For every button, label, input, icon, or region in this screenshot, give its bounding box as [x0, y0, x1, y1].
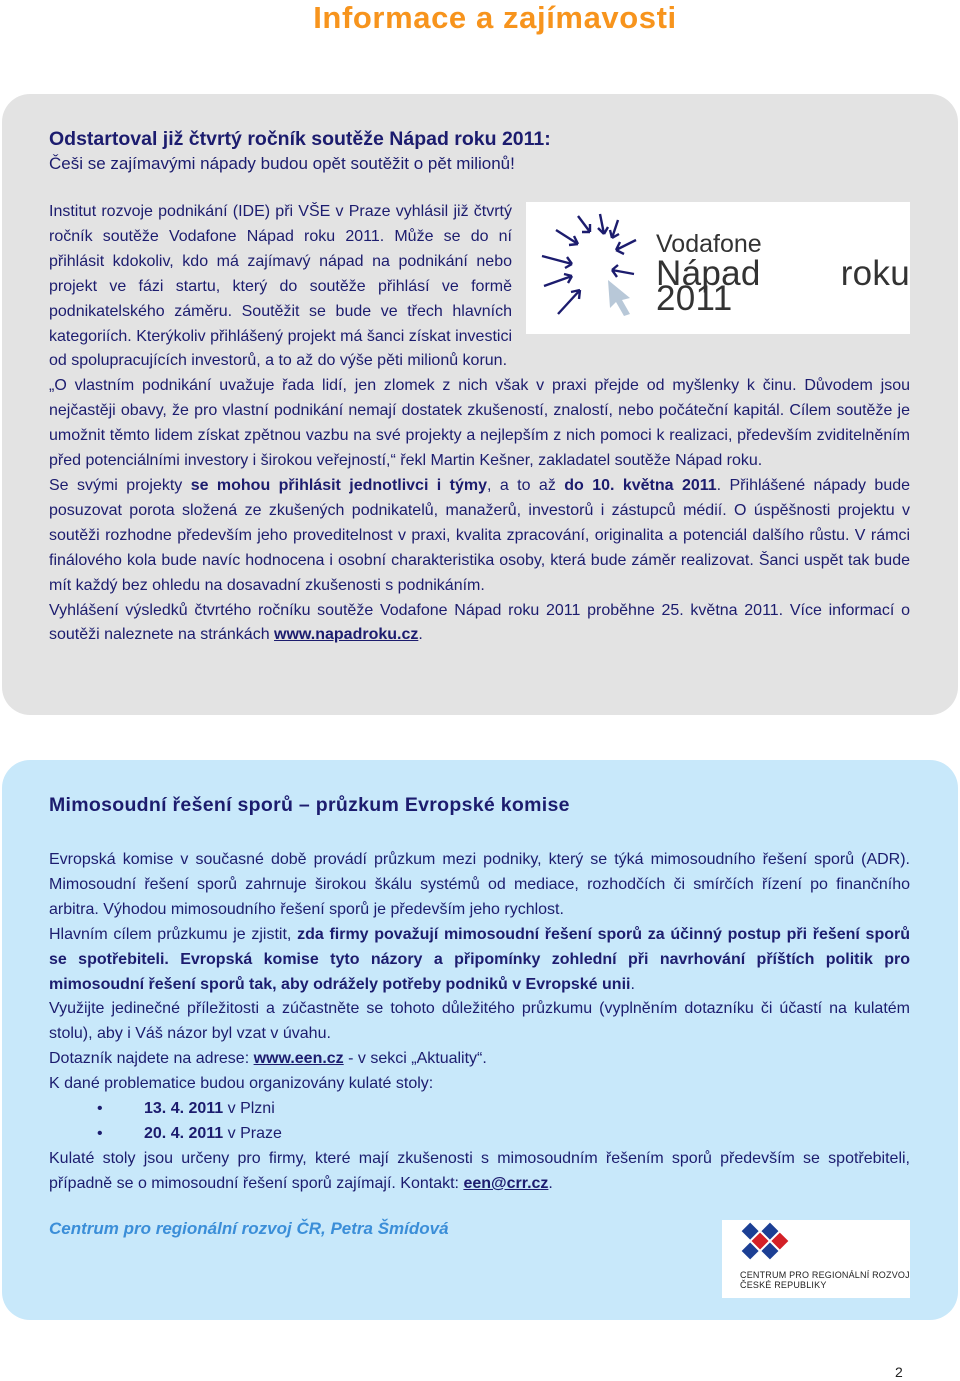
paragraph: „O vlastním podnikání uvažuje řada lidí, jen zlomek z nich však v praxi přejde od myšlenky k činu. Důvodem jsou nejčastěji obavy, že pro vlastní podnikání nemají dostatek zkušeností, znalostí, nebo počáteční kapitál. Cílem soutěže je umožnit těmto lidem získat zpětnou vazbu na své projekty a nejlepším z nich pomoci k realizaci, především zviditelněním před potenciálními investory i širokou veřejností,“ řekl Martin Kešner, zakladatel soutěže Nápad roku.	[49, 377, 910, 470]
bullet-icon: •	[97, 1125, 103, 1143]
list-item: • 20. 4. 2011 v Praze	[49, 1122, 910, 1147]
vodafone-napad-roku-logo	[526, 202, 910, 334]
paragraph: Institut rozvoje podnikání (IDE) při VŠE v Praze vyhlásil již čtvrtý ročník soutěže Vodafone Nápad roku 2011. Může se do ní přihlásit kdokoliv, kdo má zajímavý nápad na podnikání nebo projekt ve fázi startu, který do soutěže přihlásí ve formě podnikatelského záměru. Soutěžit se bude ve třech hlavních kategoriích. Kterýkoliv přihlášený projekt má šanci získat investici od spolupracujících investorů, a to až do výše pěti milionů korun.	[49, 203, 512, 370]
paragraph: Kulaté stoly jsou určeny pro firmy, které mají zkušenosti s mimosoudním řešením sporů především se spotřebiteli, případně se o mimosoudní řešení sporů zajímají. Kontakt: een@crr.cz.	[49, 1150, 910, 1192]
napad-roku-wordmark: Nápad roku 2011	[656, 254, 910, 318]
article-signature: Centrum pro regionální rozvoj ČR, Petra Šmídová	[49, 1219, 449, 1238]
een-link[interactable]: www.een.cz	[253, 1050, 344, 1068]
paragraph: K dané problematice budou organizovány kulaté stoly:	[49, 1075, 434, 1093]
napadroku-link[interactable]: www.napadroku.cz	[274, 626, 419, 644]
page-number: 2	[895, 1364, 903, 1380]
paragraph: Vyhlášení výsledků čtvrtého ročníku soutěže Vodafone Nápad roku 2011 proběhne 25. května 2011. Více informací o soutěži naleznete na stránkách www.napadroku.cz.	[49, 601, 910, 644]
list-item: • 13. 4. 2011 v Plzni	[49, 1097, 910, 1122]
crr-logo-text: CENTRUM PRO REGIONÁLNÍ ROZVOJ ČESKÉ REPUBLIKY	[740, 1270, 910, 1290]
page-title: Informace a zajímavosti	[313, 0, 677, 35]
paragraph: Hlavním cílem průzkumu je zjistit, zda firmy považují mimosoudní řešení sporů za účinný postup při řešení sporů se spotřebiteli. Evropská komise tyto názory a připomínky zohlední při navrhování příštích politik pro mimosoudní řešení sporů tak, aby odrážely potřeby podniků v Evropské unii.	[49, 925, 910, 993]
vodafone-wordmark: Vodafone	[656, 230, 762, 258]
article-heading: Mimosoudní řešení sporů – průzkum Evropské komise	[49, 794, 570, 816]
paragraph: Evropská komise v současné době provádí průzkum mezi podniky, který se týká mimosoudního řešení sporů (ADR). Mimosoudní řešení sporů zahrnuje širokou škálu systémů od mediace, rozhodčích či smírčích řízení po finančního arbitra. Výhodou mimosoudního řešení sporů je především jeho rychlost.	[49, 851, 910, 918]
article-adr	[49, 792, 910, 1197]
article-heading-line1: Odstartoval již čtvrtý ročník soutěže Nápad roku 2011:	[49, 128, 551, 150]
crr-emblem-icon	[730, 1222, 800, 1270]
article-napad-roku	[49, 126, 910, 648]
bullet-icon: •	[97, 1100, 103, 1118]
crr-logo	[722, 1220, 910, 1298]
arrows-icon	[538, 210, 648, 326]
paragraph: Využijte jedinečné příležitosti a zúčastněte se tohoto důležitého průzkumu (vyplněním dotazníku či účastí na kulatém stolu), aby i Váš názor byl vzat v úvahu.	[49, 1000, 910, 1043]
article-heading-line2: Češi se zajímavými nápady budou opět soutěžit o pět milionů!	[49, 154, 515, 173]
email-link[interactable]: een@crr.cz	[463, 1174, 549, 1192]
paragraph: Dotazník najdete na adrese: www.een.cz - v sekci „Aktuality“.	[49, 1050, 487, 1068]
paragraph: Se svými projekty se mohou přihlásit jednotlivci i týmy, a to až do 10. května 2011. Přihlášené nápady bude posuzovat porota složená ze zkušených podnikatelů, manažerů, investorů i zástupců médií. O úspěšnosti projektu v soutěži rozhodne především jeho proveditelnost v praxi, kvalita zpracování, originalita a potenciál dalšího růstu. V rámci finálového kola bude navíc hodnocena i osobní charakteristika osoby, která bude záměr realizovat. Šanci uspět tak bude mít každý bez ohledu na dosavadní zkušenosti s podnikáním.	[49, 476, 911, 594]
